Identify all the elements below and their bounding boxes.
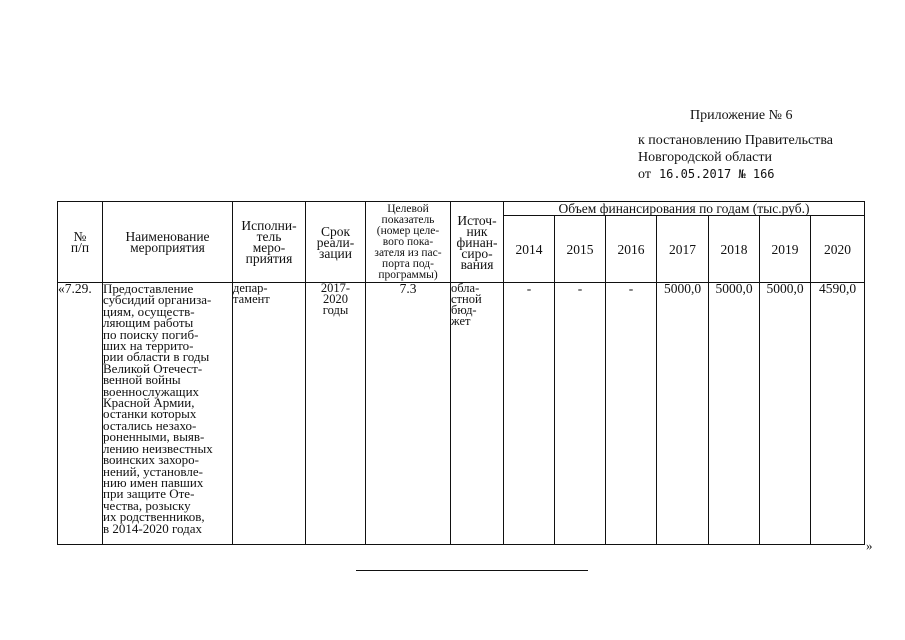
header-year: 2017 — [657, 216, 709, 283]
row-value-2018: 5000,0 — [709, 283, 760, 545]
header-executor-line: тель — [256, 229, 282, 244]
name-line: циям, осуществ- — [103, 303, 195, 319]
reference-prefix: от — [638, 167, 651, 182]
header-target — [366, 202, 451, 283]
row-target: 7.3 — [366, 283, 451, 545]
row-executor — [233, 283, 306, 545]
name-line: рии области в годы — [103, 349, 210, 365]
header-target-line: программы) — [378, 268, 438, 281]
header-target-line: зателя из пас- — [374, 246, 442, 259]
resolution-reference — [638, 132, 833, 183]
source-line: обла- — [451, 281, 480, 295]
header-year: 2015 — [555, 216, 606, 283]
header-year: 2016 — [606, 216, 657, 283]
header-term-line: реали- — [316, 234, 355, 250]
executor-line: тамент — [233, 292, 270, 306]
header-year: 2014 — [504, 216, 555, 283]
header-executor — [233, 202, 306, 283]
name-line: чества, розыску — [103, 497, 191, 513]
name-line: воинских захоро- — [103, 452, 199, 468]
table-row — [58, 283, 865, 545]
name-line: субсидий организа- — [103, 292, 212, 308]
name-line: ших на террито- — [103, 338, 194, 354]
name-line: Великой Отечест- — [103, 360, 203, 376]
name-line: останки которых — [103, 406, 197, 422]
name-line: их родственников, — [103, 509, 205, 525]
name-line: ляющим работы — [103, 315, 194, 331]
header-executor-line: Исполни- — [241, 218, 297, 233]
name-line: в 2014-2020 годах — [103, 520, 202, 536]
name-line: военнослужащих — [103, 383, 200, 399]
header-source-line: сиро- — [461, 245, 493, 261]
header-name — [103, 202, 233, 283]
reference-line-2: Новгородской области — [638, 150, 772, 165]
header-num-line: № — [73, 229, 87, 244]
financing-table — [57, 201, 865, 545]
header-term — [306, 202, 366, 283]
term-line: годы — [322, 303, 349, 317]
header-name-line: мероприятия — [130, 240, 205, 255]
header-year: 2019 — [760, 216, 811, 283]
row-value-2016: - — [606, 283, 657, 545]
name-line: при защите Оте- — [103, 486, 195, 502]
header-source — [451, 202, 504, 283]
header-executor-line: приятия — [245, 251, 293, 266]
header-source-line: Источ- — [457, 212, 497, 228]
name-line: по поиску погиб- — [103, 326, 199, 342]
header-executor-line: меро- — [252, 240, 286, 255]
header-target-line: порта под- — [382, 257, 434, 270]
header-name-line: Наименование — [125, 229, 210, 244]
source-line: стной — [451, 292, 482, 306]
name-line: Красной Армии, — [103, 395, 195, 411]
row-activity-name — [103, 283, 233, 545]
name-line: роненными, выяв- — [103, 429, 205, 445]
row-term — [306, 283, 366, 545]
row-value-2020: 4590,0 — [811, 283, 865, 545]
term-line: 2020 — [323, 292, 348, 306]
closing-quote: » — [866, 538, 873, 553]
row-value-2017: 5000,0 — [657, 283, 709, 545]
header-financing: Объем финансирования по годам (тыс.руб.) — [504, 202, 865, 216]
name-line: нию имен павших — [103, 474, 204, 490]
name-line: Предоставление — [103, 281, 194, 296]
row-value-2014: - — [504, 283, 555, 545]
executor-line: депар- — [233, 281, 268, 295]
header-target-line: (номер целе- — [376, 224, 440, 237]
header-source-line: ник — [466, 223, 488, 239]
reference-line-1: к постановлению Правительства — [638, 133, 834, 148]
header-term-line: зации — [319, 245, 352, 261]
separator-line — [356, 570, 588, 571]
header-source-line: вания — [460, 256, 494, 272]
header-source-line: финан- — [456, 234, 498, 250]
source-line: жет — [451, 314, 471, 328]
row-number: «7.29. — [58, 283, 103, 545]
reference-date-number: 16.05.2017 № 166 — [658, 167, 775, 181]
reference-date-line — [638, 166, 833, 183]
header-year: 2018 — [709, 216, 760, 283]
header-term-line: Срок — [320, 223, 351, 239]
header-target-line: вого пока- — [382, 235, 434, 248]
row-value-2019: 5000,0 — [760, 283, 811, 545]
header-num — [58, 202, 103, 283]
header-target-line: Целевой — [387, 202, 429, 215]
appendix-title: Приложение № 6 — [690, 108, 793, 123]
row-value-2015: - — [555, 283, 606, 545]
header-year: 2020 — [811, 216, 865, 283]
name-line: остались незахо- — [103, 417, 197, 433]
name-line: лению неизвестных — [103, 440, 213, 456]
source-line: бюд- — [451, 303, 477, 317]
name-line: нений, установле- — [103, 463, 203, 479]
term-line: 2017- — [320, 281, 351, 295]
header-num-line: п/п — [70, 240, 90, 255]
row-source — [451, 283, 504, 545]
name-line: венной войны — [103, 372, 181, 388]
header-target-line: показатель — [381, 213, 435, 226]
